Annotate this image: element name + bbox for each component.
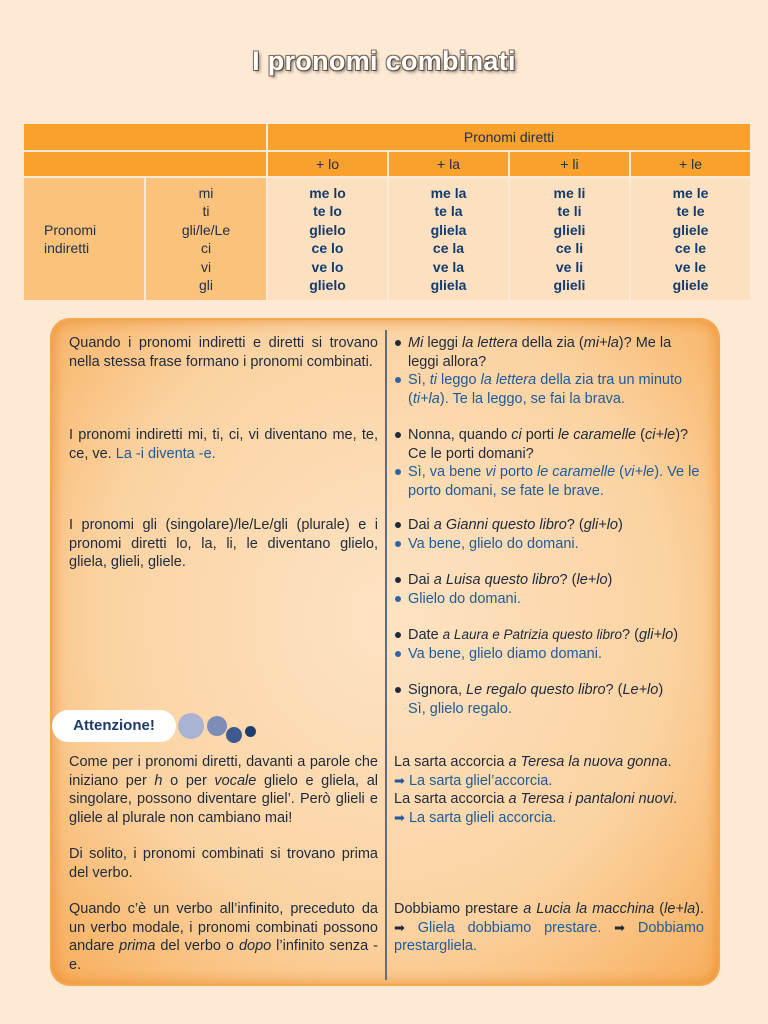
rule-2: I pronomi indiretti mi, ti, ci, vi diventano me, te, ce, ve. La -i diventa -e. — [69, 427, 378, 462]
list-item: Sì, glielo regalo. — [408, 700, 512, 717]
col-lo: + lo — [267, 151, 388, 177]
list-item: Dai a Gianni questo libro? (gli+lo) — [394, 516, 704, 535]
rule-4: Come per i pronomi diretti, davanti a parole che iniziano per h o per vocale glielo e gliela, al singolare, possono diventare gliel’. Però glieli e gliele al plurale non cambiano mai! — [69, 754, 378, 826]
col-le-values: me le te le gliele ce le ve le gliele — [630, 177, 751, 301]
col-le: + le — [630, 151, 751, 177]
col-la: + la — [388, 151, 509, 177]
example-group-5 — [394, 626, 704, 663]
example-group-2 — [394, 426, 704, 500]
rule-3: I pronomi gli (singolare)/le/Le/gli (plurale) e i pronomi diretti lo, la, li, le diventano glielo, gliela, glieli, gliele. — [69, 517, 378, 570]
arrow-right-icon: ➡ — [394, 809, 405, 825]
decor-circle-icon — [245, 726, 256, 737]
rule-6: Quando c’è un verbo all’infinito, preceduto da un verbo modale, i pronomi combinati possono andare prima del verbo o dopo l’infinito senza -e. — [69, 901, 378, 973]
list-item: Glielo do domani. — [394, 590, 704, 609]
arrow-right-icon: ➡ — [394, 919, 405, 935]
list-item: Sì, ti leggo la lettera della zia tra un minuto (ti+la). Te la leggo, se fai la brava. — [394, 371, 704, 408]
col-li-values: me li te li glieli ce li ve li glieli — [509, 177, 630, 301]
example-group-3 — [394, 516, 704, 553]
example-group-4 — [394, 571, 704, 608]
decor-circle-icon — [226, 727, 242, 743]
table-corner-2 — [23, 151, 267, 177]
example-group-8: Dobbiamo prestare a Lucia la macchina (le+la). ➡ Gliela dobbiamo prestare. ➡ Dobbiamo prestargliela. — [394, 901, 704, 954]
page-title: I pronomi combinati — [252, 46, 516, 76]
decor-circle-icon — [178, 713, 204, 739]
decor-circle-icon — [207, 716, 227, 736]
example-group-6 — [394, 681, 704, 718]
col-li: + li — [509, 151, 630, 177]
example-group-1 — [394, 334, 704, 408]
rule-5: Di solito, i pronomi combinati si trovano prima del verbo. — [69, 846, 378, 881]
list-item: Nonna, quando ci porti le caramelle (ci+le)? Ce le porti domani? — [394, 426, 704, 463]
pronouns-table — [22, 122, 752, 302]
header-pronomi-diretti: Pronomi diretti — [267, 123, 751, 151]
col-la-values: me la te la gliela ce la ve la gliela — [388, 177, 509, 301]
col-lo-values: me lo te lo glielo ce lo ve lo glielo — [267, 177, 388, 301]
arrow-right-icon: ➡ — [614, 919, 626, 935]
attention-badge: Attenzione! — [52, 710, 176, 742]
list-item: Signora, Le regalo questo libro? (Le+lo) — [394, 681, 704, 700]
arrow-right-icon: ➡ — [394, 772, 405, 788]
list-item: Date a Laura e Patrizia questo libro? (gli+lo) — [394, 626, 704, 645]
list-item: Dai a Luisa questo libro? (le+lo) — [394, 571, 704, 590]
list-item: Mi leggi la lettera della zia (mi+la)? Me la leggi allora? — [394, 334, 704, 371]
table-corner — [23, 123, 267, 151]
example-group-7: La sarta accorcia a Teresa la nuova gonna. ➡ La sarta gliel’accorcia. La sarta accorcia a Teresa i pantaloni nuovi. ➡ La sarta glieli accorcia. — [394, 754, 678, 826]
indirect-list: mi ti gli/le/Le ci vi gli — [145, 177, 267, 301]
row-label: Pronomi indiretti — [23, 177, 145, 301]
list-item: Sì, va bene vi porto le caramelle (vi+le). Ve le porto domani, se fate le brave. — [394, 463, 704, 500]
rule-1: Quando i pronomi indiretti e diretti si trovano nella stessa frase formano i pronomi combinati. — [69, 335, 378, 370]
column-divider — [385, 330, 387, 980]
list-item: Va bene, glielo diamo domani. — [394, 645, 704, 664]
list-item: Va bene, glielo do domani. — [394, 535, 704, 554]
